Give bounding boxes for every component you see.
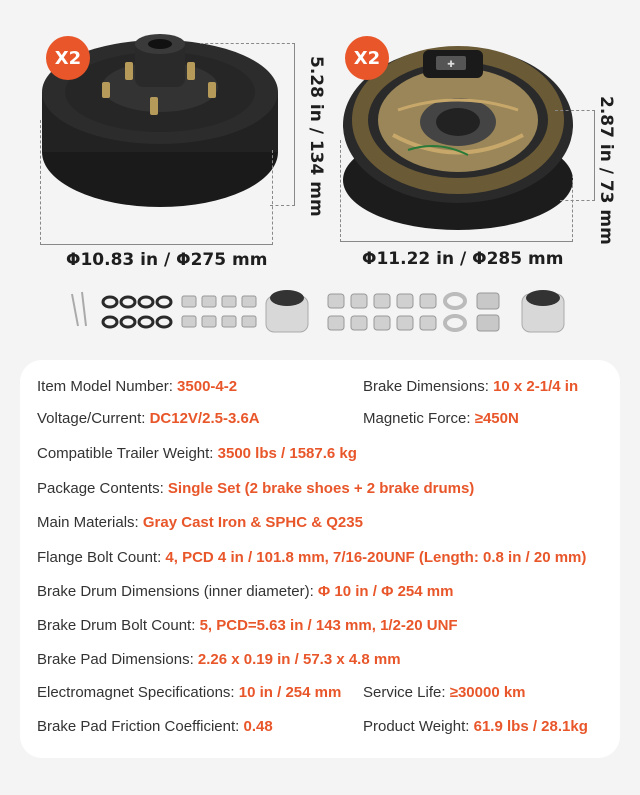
spec-drum-inner: Brake Drum Dimensions (inner diameter): Φ 10 in / Φ 254 mm <box>37 583 454 600</box>
dimension-line <box>200 43 295 44</box>
spec-drum-bolt: Brake Drum Bolt Count: 5, PCD=5.63 in / 143 mm, 1/2-20 UNF <box>37 617 458 634</box>
spec-magnetic-force: Magnetic Force: ≥450N <box>363 410 519 427</box>
spec-card <box>20 360 620 758</box>
dimension-line <box>270 205 295 206</box>
dimension-line <box>340 140 341 242</box>
spec-friction: Brake Pad Friction Coefficient: 0.48 <box>37 718 273 735</box>
hardware-parts-image <box>64 286 576 338</box>
spec-materials: Main Materials: Gray Cast Iron & SPHC & Q235 <box>37 514 363 531</box>
spec-voltage: Voltage/Current: DC12V/2.5-3.6A <box>37 410 260 427</box>
dimension-line <box>572 175 573 242</box>
dimension-line <box>555 110 595 111</box>
dimension-line <box>560 200 595 201</box>
quantity-badge-drum: X2 <box>46 36 90 80</box>
spec-brake-dimensions: Brake Dimensions: 10 x 2-1/4 in <box>363 378 579 395</box>
spec-service-life: Service Life: ≥30000 km <box>363 684 526 701</box>
dimension-line <box>294 43 295 205</box>
dimension-line <box>340 241 572 242</box>
dimension-line <box>40 120 41 245</box>
drum-height-label: 5.28 in / 134 mm <box>306 56 326 217</box>
brake-height-label: 2.87 in / 73 mm <box>596 96 616 245</box>
spec-product-weight: Product Weight: 61.9 lbs / 28.1kg <box>363 718 588 735</box>
svg-text:✚: ✚ <box>447 59 455 69</box>
spec-pad-dimensions: Brake Pad Dimensions: 2.26 x 0.19 in / 57.3 x 4.8 mm <box>37 651 401 668</box>
spec-flange-bolt: Flange Bolt Count: 4, PCD 4 in / 101.8 mm, 7/16-20UNF (Length: 0.8 in / 20 mm) <box>37 549 587 566</box>
quantity-badge-brake: X2 <box>345 36 389 80</box>
spec-trailer-weight: Compatible Trailer Weight: 3500 lbs / 1587.6 kg <box>37 445 357 462</box>
dimension-line <box>272 150 273 245</box>
spec-electromagnet: Electromagnet Specifications: 10 in / 254 mm <box>37 684 342 701</box>
brake-diameter-label: Φ11.22 in / Φ285 mm <box>362 249 564 269</box>
dimension-line <box>40 244 272 245</box>
dimension-line <box>594 110 595 200</box>
drum-diameter-label: Φ10.83 in / Φ275 mm <box>66 250 268 270</box>
spec-model: Item Model Number: 3500-4-2 <box>37 378 238 395</box>
spec-package-contents: Package Contents: Single Set (2 brake shoes + 2 brake drums) <box>37 480 475 497</box>
